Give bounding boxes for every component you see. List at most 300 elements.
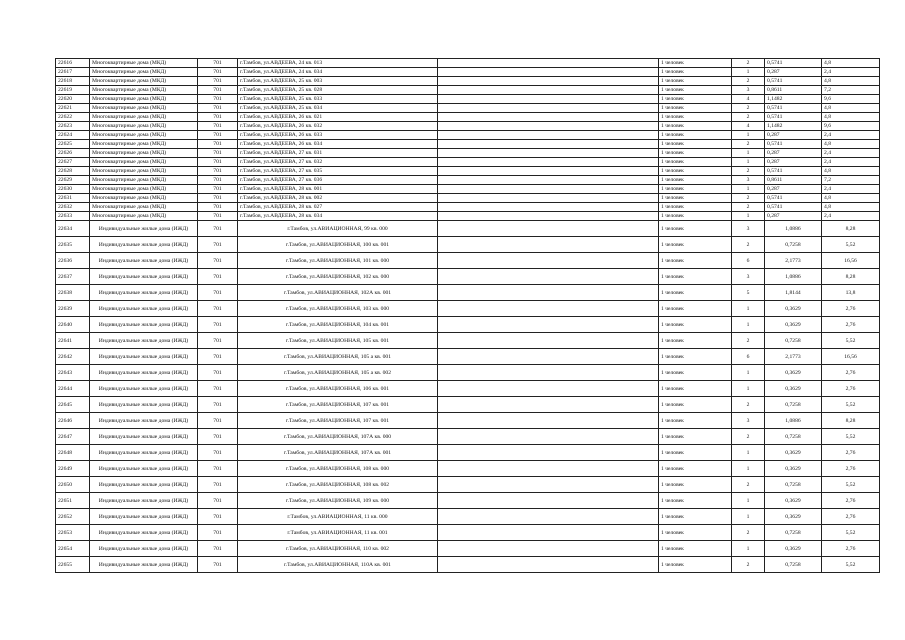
unit-cell: 1 человек bbox=[659, 317, 732, 333]
value-1-cell: 0,7258 bbox=[765, 429, 822, 445]
value-2-cell: 2,76 bbox=[822, 381, 880, 397]
table-row bbox=[56, 77, 880, 86]
empty-cell bbox=[438, 413, 659, 429]
table-row bbox=[56, 557, 880, 573]
residents-count-cell: 1 bbox=[732, 301, 765, 317]
address-cell: г.Тамбов, ул.АВИАЦИОННАЯ, 108 кв. 002 bbox=[238, 477, 438, 493]
table-row bbox=[56, 59, 880, 68]
record-id-cell: 22639 bbox=[56, 301, 90, 317]
empty-cell bbox=[438, 365, 659, 381]
residents-count-cell: 2 bbox=[732, 203, 765, 212]
empty-cell bbox=[438, 68, 659, 77]
building-type-cell: Многоквартирные дома (МКД) bbox=[90, 95, 198, 104]
code-cell: 701 bbox=[198, 429, 238, 445]
value-1-cell: 0,287 bbox=[765, 149, 822, 158]
unit-cell: 1 человек bbox=[659, 185, 732, 194]
record-id-cell: 22638 bbox=[56, 285, 90, 301]
unit-cell: 1 человек bbox=[659, 167, 732, 176]
table-row bbox=[56, 461, 880, 477]
value-2-cell: 5,52 bbox=[822, 557, 880, 573]
value-1-cell: 0,5741 bbox=[765, 59, 822, 68]
code-cell: 701 bbox=[198, 221, 238, 237]
code-cell: 701 bbox=[198, 95, 238, 104]
unit-cell: 1 человек bbox=[659, 429, 732, 445]
empty-cell bbox=[438, 445, 659, 461]
empty-cell bbox=[438, 167, 659, 176]
building-type-cell: Индивидуальные жилые дома (ИЖД) bbox=[90, 493, 198, 509]
table-row bbox=[56, 68, 880, 77]
value-2-cell: 4,8 bbox=[822, 104, 880, 113]
residents-count-cell: 1 bbox=[732, 185, 765, 194]
address-cell: г.Тамбов, ул.АВДЕЕВА, 25 кв. 033 bbox=[238, 95, 438, 104]
building-type-cell: Многоквартирные дома (МКД) bbox=[90, 158, 198, 167]
empty-cell bbox=[438, 429, 659, 445]
empty-cell bbox=[438, 194, 659, 203]
value-1-cell: 0,7258 bbox=[765, 333, 822, 349]
building-type-cell: Индивидуальные жилые дома (ИЖД) bbox=[90, 285, 198, 301]
building-type-cell: Индивидуальные жилые дома (ИЖД) bbox=[90, 525, 198, 541]
address-cell: г.Тамбов, ул.АВДЕЕВА, 27 кв. 035 bbox=[238, 167, 438, 176]
unit-cell: 1 человек bbox=[659, 269, 732, 285]
table-row bbox=[56, 381, 880, 397]
address-cell: г.Тамбов, ул.АВИАЦИОННАЯ, 102А кв. 001 bbox=[238, 285, 438, 301]
code-cell: 701 bbox=[198, 86, 238, 95]
value-1-cell: 0,3629 bbox=[765, 317, 822, 333]
empty-cell bbox=[438, 253, 659, 269]
unit-cell: 1 человек bbox=[659, 140, 732, 149]
empty-cell bbox=[438, 113, 659, 122]
code-cell: 701 bbox=[198, 122, 238, 131]
residents-count-cell: 2 bbox=[732, 397, 765, 413]
residents-count-cell: 1 bbox=[732, 317, 765, 333]
address-cell: г.Тамбов, ул.АВДЕЕВА, 27 кв. 036 bbox=[238, 176, 438, 185]
residents-count-cell: 2 bbox=[732, 333, 765, 349]
value-1-cell: 0,3629 bbox=[765, 301, 822, 317]
empty-cell bbox=[438, 203, 659, 212]
record-id-cell: 22633 bbox=[56, 212, 90, 221]
unit-cell: 1 человек bbox=[659, 285, 732, 301]
building-type-cell: Многоквартирные дома (МКД) bbox=[90, 77, 198, 86]
code-cell: 701 bbox=[198, 525, 238, 541]
empty-cell bbox=[438, 381, 659, 397]
address-cell: г.Тамбов, ул.АВИАЦИОННАЯ, 109 кв. 000 bbox=[238, 493, 438, 509]
table-row bbox=[56, 317, 880, 333]
residents-count-cell: 2 bbox=[732, 140, 765, 149]
value-2-cell: 5,52 bbox=[822, 397, 880, 413]
value-1-cell: 0,5741 bbox=[765, 77, 822, 86]
building-type-cell: Индивидуальные жилые дома (ИЖД) bbox=[90, 333, 198, 349]
residents-count-cell: 3 bbox=[732, 413, 765, 429]
building-type-cell: Многоквартирные дома (МКД) bbox=[90, 68, 198, 77]
building-type-cell: Многоквартирные дома (МКД) bbox=[90, 113, 198, 122]
value-1-cell: 0,8611 bbox=[765, 86, 822, 95]
address-cell: г.Тамбов, ул.АВДЕЕВА, 27 кв. 032 bbox=[238, 158, 438, 167]
record-id-cell: 22625 bbox=[56, 140, 90, 149]
record-id-cell: 22642 bbox=[56, 349, 90, 365]
empty-cell bbox=[438, 212, 659, 221]
unit-cell: 1 человек bbox=[659, 413, 732, 429]
unit-cell: 1 человек bbox=[659, 221, 732, 237]
table-row bbox=[56, 237, 880, 253]
residents-count-cell: 3 bbox=[732, 221, 765, 237]
empty-cell bbox=[438, 317, 659, 333]
value-2-cell: 5,52 bbox=[822, 477, 880, 493]
record-id-cell: 22626 bbox=[56, 149, 90, 158]
record-id-cell: 22653 bbox=[56, 525, 90, 541]
address-cell: г.Тамбов, ул.АВДЕЕВА, 26 кв. 032 bbox=[238, 122, 438, 131]
building-type-cell: Многоквартирные дома (МКД) bbox=[90, 140, 198, 149]
record-id-cell: 22634 bbox=[56, 221, 90, 237]
value-2-cell: 2,76 bbox=[822, 509, 880, 525]
empty-cell bbox=[438, 59, 659, 68]
record-id-cell: 22617 bbox=[56, 68, 90, 77]
address-cell: г.Тамбов, ул.АВИАЦИОННАЯ, 110 кв. 002 bbox=[238, 541, 438, 557]
building-type-cell: Многоквартирные дома (МКД) bbox=[90, 194, 198, 203]
record-id-cell: 22654 bbox=[56, 541, 90, 557]
building-type-cell: Индивидуальные жилые дома (ИЖД) bbox=[90, 541, 198, 557]
table-row bbox=[56, 349, 880, 365]
building-type-cell: Индивидуальные жилые дома (ИЖД) bbox=[90, 557, 198, 573]
code-cell: 701 bbox=[198, 301, 238, 317]
record-id-cell: 22628 bbox=[56, 167, 90, 176]
table-row bbox=[56, 269, 880, 285]
value-1-cell: 0,5741 bbox=[765, 194, 822, 203]
unit-cell: 1 человек bbox=[659, 557, 732, 573]
address-cell: г.Тамбов, ул.АВДЕЕВА, 24 кв. 034 bbox=[238, 68, 438, 77]
residents-count-cell: 6 bbox=[732, 253, 765, 269]
record-id-cell: 22652 bbox=[56, 509, 90, 525]
value-2-cell: 16,56 bbox=[822, 253, 880, 269]
empty-cell bbox=[438, 333, 659, 349]
value-1-cell: 1,8144 bbox=[765, 285, 822, 301]
code-cell: 701 bbox=[198, 541, 238, 557]
code-cell: 701 bbox=[198, 557, 238, 573]
residents-count-cell: 4 bbox=[732, 95, 765, 104]
record-id-cell: 22635 bbox=[56, 237, 90, 253]
building-type-cell: Индивидуальные жилые дома (ИЖД) bbox=[90, 477, 198, 493]
address-cell: г.Тамбов, ул.АВДЕЕВА, 28 кв. 002 bbox=[238, 194, 438, 203]
unit-cell: 1 человек bbox=[659, 158, 732, 167]
table-row bbox=[56, 445, 880, 461]
unit-cell: 1 человек bbox=[659, 349, 732, 365]
table-row bbox=[56, 176, 880, 185]
table-row bbox=[56, 301, 880, 317]
value-1-cell: 0,3629 bbox=[765, 461, 822, 477]
building-type-cell: Индивидуальные жилые дома (ИЖД) bbox=[90, 429, 198, 445]
building-type-cell: Многоквартирные дома (МКД) bbox=[90, 86, 198, 95]
unit-cell: 1 человек bbox=[659, 237, 732, 253]
value-2-cell: 2,4 bbox=[822, 68, 880, 77]
value-1-cell: 0,3629 bbox=[765, 493, 822, 509]
code-cell: 701 bbox=[198, 68, 238, 77]
value-2-cell: 2,4 bbox=[822, 131, 880, 140]
value-2-cell: 2,4 bbox=[822, 149, 880, 158]
unit-cell: 1 человек bbox=[659, 525, 732, 541]
code-cell: 701 bbox=[198, 149, 238, 158]
residents-count-cell: 1 bbox=[732, 461, 765, 477]
empty-cell bbox=[438, 158, 659, 167]
record-id-cell: 22646 bbox=[56, 413, 90, 429]
code-cell: 701 bbox=[198, 59, 238, 68]
value-2-cell: 2,76 bbox=[822, 541, 880, 557]
residents-count-cell: 2 bbox=[732, 104, 765, 113]
code-cell: 701 bbox=[198, 509, 238, 525]
building-type-cell: Многоквартирные дома (МКД) bbox=[90, 185, 198, 194]
value-1-cell: 0,3629 bbox=[765, 381, 822, 397]
empty-cell bbox=[438, 122, 659, 131]
address-cell: г.Тамбов, ул.АВИАЦИОННАЯ, 105 а кв. 001 bbox=[238, 349, 438, 365]
unit-cell: 1 человек bbox=[659, 104, 732, 113]
value-1-cell: 0,8611 bbox=[765, 176, 822, 185]
value-2-cell: 16,56 bbox=[822, 349, 880, 365]
residents-count-cell: 4 bbox=[732, 122, 765, 131]
code-cell: 701 bbox=[198, 493, 238, 509]
code-cell: 701 bbox=[198, 131, 238, 140]
value-2-cell: 2,4 bbox=[822, 185, 880, 194]
address-cell: г.Тамбов, ул.АВДЕЕВА, 24 кв. 013 bbox=[238, 59, 438, 68]
unit-cell: 1 человек bbox=[659, 301, 732, 317]
unit-cell: 1 человек bbox=[659, 541, 732, 557]
table-row bbox=[56, 194, 880, 203]
unit-cell: 1 человек bbox=[659, 59, 732, 68]
value-1-cell: 0,287 bbox=[765, 158, 822, 167]
empty-cell bbox=[438, 140, 659, 149]
address-cell: г.Тамбов, ул.АВИАЦИОННАЯ, 103 кв. 000 bbox=[238, 301, 438, 317]
table-row bbox=[56, 365, 880, 381]
value-2-cell: 7,2 bbox=[822, 86, 880, 95]
unit-cell: 1 человек bbox=[659, 333, 732, 349]
value-2-cell: 4,8 bbox=[822, 59, 880, 68]
building-type-cell: Индивидуальные жилые дома (ИЖД) bbox=[90, 509, 198, 525]
code-cell: 701 bbox=[198, 413, 238, 429]
empty-cell bbox=[438, 557, 659, 573]
code-cell: 701 bbox=[198, 158, 238, 167]
value-2-cell: 4,8 bbox=[822, 203, 880, 212]
value-1-cell: 0,7258 bbox=[765, 397, 822, 413]
code-cell: 701 bbox=[198, 333, 238, 349]
residents-count-cell: 1 bbox=[732, 381, 765, 397]
code-cell: 701 bbox=[198, 104, 238, 113]
residents-count-cell: 2 bbox=[732, 113, 765, 122]
value-1-cell: 2,1773 bbox=[765, 253, 822, 269]
table-row bbox=[56, 203, 880, 212]
value-1-cell: 0,7258 bbox=[765, 525, 822, 541]
table-row bbox=[56, 158, 880, 167]
value-1-cell: 1,0886 bbox=[765, 221, 822, 237]
code-cell: 701 bbox=[198, 349, 238, 365]
value-1-cell: 2,1773 bbox=[765, 349, 822, 365]
code-cell: 701 bbox=[198, 253, 238, 269]
residents-count-cell: 1 bbox=[732, 212, 765, 221]
record-id-cell: 22648 bbox=[56, 445, 90, 461]
table-row bbox=[56, 509, 880, 525]
address-cell: г.Тамбов, ул.АВИАЦИОННАЯ, 106 кв. 001 bbox=[238, 381, 438, 397]
unit-cell: 1 человек bbox=[659, 397, 732, 413]
table-row bbox=[56, 185, 880, 194]
residents-count-cell: 1 bbox=[732, 68, 765, 77]
value-1-cell: 0,287 bbox=[765, 185, 822, 194]
code-cell: 701 bbox=[198, 77, 238, 86]
records-table bbox=[55, 58, 880, 573]
unit-cell: 1 человек bbox=[659, 131, 732, 140]
empty-cell bbox=[438, 301, 659, 317]
record-id-cell: 22622 bbox=[56, 113, 90, 122]
value-2-cell: 2,4 bbox=[822, 158, 880, 167]
record-id-cell: 22629 bbox=[56, 176, 90, 185]
address-cell: г.Тамбов, ул.АВИАЦИОННАЯ, 105 кв. 001 bbox=[238, 333, 438, 349]
table-row bbox=[56, 149, 880, 158]
value-1-cell: 0,5741 bbox=[765, 113, 822, 122]
residents-count-cell: 2 bbox=[732, 194, 765, 203]
residents-count-cell: 2 bbox=[732, 525, 765, 541]
record-id-cell: 22616 bbox=[56, 59, 90, 68]
value-2-cell: 5,52 bbox=[822, 429, 880, 445]
residents-count-cell: 1 bbox=[732, 445, 765, 461]
building-type-cell: Индивидуальные жилые дома (ИЖД) bbox=[90, 445, 198, 461]
empty-cell bbox=[438, 237, 659, 253]
value-2-cell: 4,8 bbox=[822, 140, 880, 149]
residents-count-cell: 3 bbox=[732, 86, 765, 95]
address-cell: г.Тамбов, ул.АВИАЦИОННАЯ, 11 кв. 000 bbox=[238, 509, 438, 525]
address-cell: г.Тамбов, ул.АВИАЦИОННАЯ, 107А кв. 001 bbox=[238, 445, 438, 461]
table-row bbox=[56, 86, 880, 95]
address-cell: г.Тамбов, ул.АВИАЦИОННАЯ, 11 кв. 001 bbox=[238, 525, 438, 541]
address-cell: г.Тамбов, ул.АВДЕЕВА, 25 кв. 003 bbox=[238, 77, 438, 86]
empty-cell bbox=[438, 104, 659, 113]
record-id-cell: 22640 bbox=[56, 317, 90, 333]
record-id-cell: 22624 bbox=[56, 131, 90, 140]
value-2-cell: 2,76 bbox=[822, 365, 880, 381]
table-row bbox=[56, 333, 880, 349]
building-type-cell: Индивидуальные жилые дома (ИЖД) bbox=[90, 253, 198, 269]
table-row bbox=[56, 104, 880, 113]
residents-count-cell: 6 bbox=[732, 349, 765, 365]
code-cell: 701 bbox=[198, 445, 238, 461]
building-type-cell: Индивидуальные жилые дома (ИЖД) bbox=[90, 461, 198, 477]
residents-count-cell: 2 bbox=[732, 557, 765, 573]
value-2-cell: 5,52 bbox=[822, 525, 880, 541]
value-2-cell: 5,52 bbox=[822, 333, 880, 349]
empty-cell bbox=[438, 77, 659, 86]
address-cell: г.Тамбов, ул.АВИАЦИОННАЯ, 105 а кв. 002 bbox=[238, 365, 438, 381]
empty-cell bbox=[438, 493, 659, 509]
code-cell: 701 bbox=[198, 176, 238, 185]
code-cell: 701 bbox=[198, 317, 238, 333]
address-cell: г.Тамбов, ул.АВДЕЕВА, 26 кв. 021 bbox=[238, 113, 438, 122]
value-1-cell: 0,7258 bbox=[765, 477, 822, 493]
residents-count-cell: 1 bbox=[732, 158, 765, 167]
building-type-cell: Многоквартирные дома (МКД) bbox=[90, 122, 198, 131]
value-1-cell: 0,7258 bbox=[765, 237, 822, 253]
address-cell: г.Тамбов, ул.АВДЕЕВА, 26 кв. 033 bbox=[238, 131, 438, 140]
code-cell: 701 bbox=[198, 237, 238, 253]
code-cell: 701 bbox=[198, 140, 238, 149]
unit-cell: 1 человек bbox=[659, 381, 732, 397]
building-type-cell: Многоквартирные дома (МКД) bbox=[90, 104, 198, 113]
empty-cell bbox=[438, 269, 659, 285]
residents-count-cell: 2 bbox=[732, 237, 765, 253]
building-type-cell: Индивидуальные жилые дома (ИЖД) bbox=[90, 301, 198, 317]
empty-cell bbox=[438, 285, 659, 301]
code-cell: 701 bbox=[198, 203, 238, 212]
value-2-cell: 8,28 bbox=[822, 269, 880, 285]
record-id-cell: 22632 bbox=[56, 203, 90, 212]
empty-cell bbox=[438, 525, 659, 541]
record-id-cell: 22650 bbox=[56, 477, 90, 493]
building-type-cell: Многоквартирные дома (МКД) bbox=[90, 167, 198, 176]
building-type-cell: Индивидуальные жилые дома (ИЖД) bbox=[90, 413, 198, 429]
empty-cell bbox=[438, 95, 659, 104]
building-type-cell: Многоквартирные дома (МКД) bbox=[90, 59, 198, 68]
address-cell: г.Тамбов, ул.АВИАЦИОННАЯ, 102 кв. 000 bbox=[238, 269, 438, 285]
value-1-cell: 1,1482 bbox=[765, 95, 822, 104]
value-1-cell: 0,5741 bbox=[765, 203, 822, 212]
unit-cell: 1 человек bbox=[659, 203, 732, 212]
empty-cell bbox=[438, 477, 659, 493]
building-type-cell: Индивидуальные жилые дома (ИЖД) bbox=[90, 365, 198, 381]
table-row bbox=[56, 253, 880, 269]
value-2-cell: 4,8 bbox=[822, 194, 880, 203]
value-1-cell: 0,5741 bbox=[765, 140, 822, 149]
unit-cell: 1 человек bbox=[659, 95, 732, 104]
address-cell: г.Тамбов, ул.АВИАЦИОННАЯ, 107 кв. 001 bbox=[238, 413, 438, 429]
empty-cell bbox=[438, 185, 659, 194]
unit-cell: 1 человек bbox=[659, 365, 732, 381]
code-cell: 701 bbox=[198, 461, 238, 477]
table-row bbox=[56, 167, 880, 176]
record-id-cell: 22655 bbox=[56, 557, 90, 573]
value-1-cell: 1,1482 bbox=[765, 122, 822, 131]
value-2-cell: 2,76 bbox=[822, 493, 880, 509]
building-type-cell: Индивидуальные жилые дома (ИЖД) bbox=[90, 269, 198, 285]
table-row bbox=[56, 122, 880, 131]
address-cell: г.Тамбов, ул.АВДЕЕВА, 27 кв. 031 bbox=[238, 149, 438, 158]
record-id-cell: 22651 bbox=[56, 493, 90, 509]
table-row bbox=[56, 525, 880, 541]
value-2-cell: 2,4 bbox=[822, 212, 880, 221]
address-cell: г.Тамбов, ул.АВДЕЕВА, 28 кв. 001 bbox=[238, 185, 438, 194]
residents-count-cell: 1 bbox=[732, 131, 765, 140]
residents-count-cell: 3 bbox=[732, 176, 765, 185]
record-id-cell: 22618 bbox=[56, 77, 90, 86]
empty-cell bbox=[438, 149, 659, 158]
table-row bbox=[56, 212, 880, 221]
address-cell: г.Тамбов, ул.АВИАЦИОННАЯ, 100 кв. 001 bbox=[238, 237, 438, 253]
empty-cell bbox=[438, 349, 659, 365]
residents-count-cell: 2 bbox=[732, 429, 765, 445]
address-cell: г.Тамбов, ул.АВИАЦИОННАЯ, 99 кв. 000 bbox=[238, 221, 438, 237]
unit-cell: 1 человек bbox=[659, 461, 732, 477]
table-row bbox=[56, 140, 880, 149]
value-2-cell: 4,8 bbox=[822, 167, 880, 176]
table-row bbox=[56, 477, 880, 493]
building-type-cell: Индивидуальные жилые дома (ИЖД) bbox=[90, 397, 198, 413]
unit-cell: 1 человек bbox=[659, 113, 732, 122]
code-cell: 701 bbox=[198, 185, 238, 194]
code-cell: 701 bbox=[198, 269, 238, 285]
table-row bbox=[56, 413, 880, 429]
unit-cell: 1 человек bbox=[659, 212, 732, 221]
record-id-cell: 22644 bbox=[56, 381, 90, 397]
code-cell: 701 bbox=[198, 477, 238, 493]
code-cell: 701 bbox=[198, 194, 238, 203]
unit-cell: 1 человек bbox=[659, 509, 732, 525]
address-cell: г.Тамбов, ул.АВИАЦИОННАЯ, 107А кв. 000 bbox=[238, 429, 438, 445]
building-type-cell: Многоквартирные дома (МКД) bbox=[90, 203, 198, 212]
residents-count-cell: 1 bbox=[732, 541, 765, 557]
value-2-cell: 2,76 bbox=[822, 461, 880, 477]
table-row bbox=[56, 541, 880, 557]
